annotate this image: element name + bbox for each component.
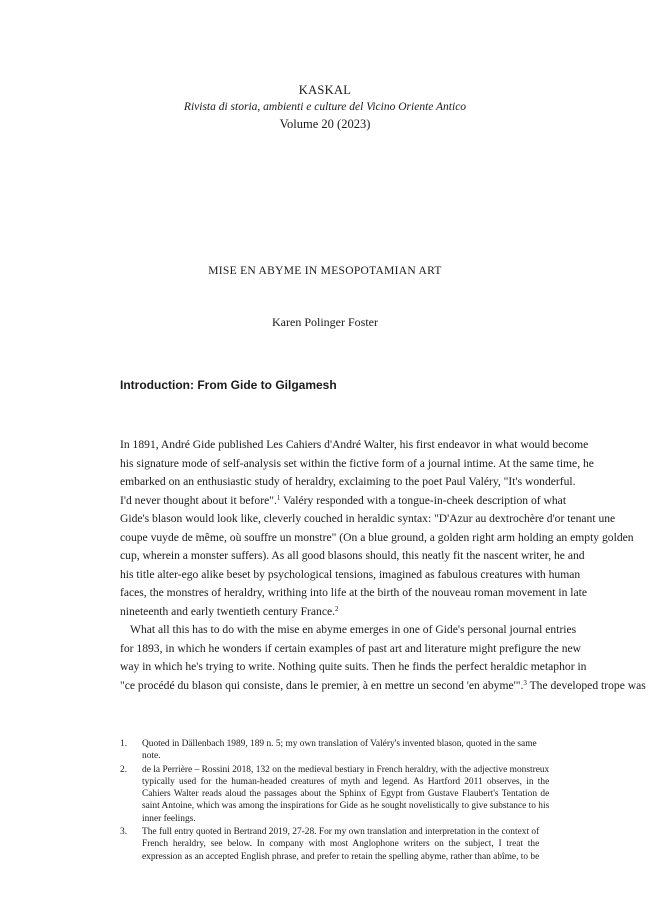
footnote-line: The full entry quoted in Bertrand 2019, 27-28. For my own translation and interpretation in the context of xyxy=(142,827,540,838)
text-span: nineteenth and early twentieth century France. xyxy=(120,604,336,618)
text-span: "ce procédé du blason qui consiste, dans le premier, à en mettre un second 'en abyme'". xyxy=(120,678,524,692)
footnote xyxy=(120,764,550,825)
text-line: way in which he's trying to write. Nothing quite suits. Then he finds the perfect heraldic metaphor in xyxy=(120,660,587,673)
text-line xyxy=(120,492,567,511)
text-span: The developed trope was xyxy=(526,678,646,692)
footnotes xyxy=(120,738,550,864)
paragraph-1 xyxy=(120,436,634,621)
text-line: his title alter-ego alike beset by psychological tensions, imagined as fabulous creatures with human xyxy=(120,567,581,581)
text-line: embarked on an enthusiastic study of heraldry, exclaiming to the poet Paul Valéry, "It's wonderful. xyxy=(120,475,576,488)
text-line: Gide's blason would look like, cleverly couched in heraldic syntax: "D'Azur au dextrochère d'or tenant une xyxy=(120,512,616,525)
journal-volume: Volume 20 (2023) xyxy=(279,117,371,131)
footnote-line: de la Perrière – Rossini 2018, 132 on the medieval bestiary in French heraldry, with the adjective monstreux xyxy=(142,764,550,775)
footnote-line: Cahiers Walter reads aloud the passages about the Sphinx of Egypt from Gustave Flaubert's Tentation de xyxy=(142,789,550,800)
text-line: What all this has to do with the mise en abyme emerges in one of Gide's personal journal entries xyxy=(130,623,577,636)
text-line: cup, wherein a monster suffers). As all good blasons should, this neatly fit the nascent writer, he and xyxy=(120,549,585,562)
footnote-line: French heraldry, see below. In company with most Anglophone writers on the subject, I treat the xyxy=(142,839,540,850)
journal-name: KASKAL xyxy=(298,83,352,97)
text-line: coupe vuyde de même, où souffre un monstre" (On a blue ground, a golden right arm holding an empty golden xyxy=(120,530,634,544)
footnote-ref-1[interactable]: 1 xyxy=(276,493,281,502)
text-line xyxy=(120,677,646,696)
text-line: for 1893, in which he wonders if certain examples of past art and literature might prefigure the new xyxy=(120,641,582,655)
journal-subtitle: Rivista di storia, ambienti e culture del Vicino Oriente Antico xyxy=(183,101,467,113)
text-line: faces, the monstres of heraldry, writhing into life at the birth of the nouveau roman movement in late xyxy=(120,586,588,599)
text-line xyxy=(120,603,530,622)
footnote xyxy=(120,738,537,763)
footnote-number: 3. xyxy=(120,827,128,838)
journal-header xyxy=(0,82,650,133)
footnote-line: expression as an accepted English phrase, and prefer to retain the spelling abyme, rather than abîme, to be xyxy=(142,851,540,862)
footnote-ref-2[interactable]: 2 xyxy=(335,604,339,613)
footnote-line: saint Antoine, which was among the inspirations for Gide as he sought novelistically to give substance to his xyxy=(142,801,550,812)
footnote-line: note. xyxy=(142,751,161,762)
text-line: his signature mode of self-analysis set within the fictive form of a journal intime. At the same time, he xyxy=(120,456,594,470)
body-text xyxy=(120,436,646,695)
footnote-line: inner feelings. xyxy=(142,813,196,824)
footnote-number: 2. xyxy=(120,764,128,775)
footnote-number: 1. xyxy=(120,739,128,749)
text-span: I'd never thought about it before". xyxy=(120,493,277,507)
footnote xyxy=(120,826,540,863)
paragraph-2 xyxy=(120,621,646,695)
text-span: Valéry responded with a tongue-in-cheek description of what xyxy=(280,493,567,507)
footnote-ref-3[interactable]: 3 xyxy=(523,678,527,687)
footnote-line: typically used for the human-headed creatures of myth and legend. As Hartford 2011 observes, in the xyxy=(142,776,550,787)
article-author: Karen Polinger Foster xyxy=(272,315,378,329)
section-heading: Introduction: From Gide to Gilgamesh xyxy=(120,378,337,392)
article-title: MISE EN ABYME IN MESOPOTAMIAN ART xyxy=(208,265,442,277)
text-line: In 1891, André Gide published Les Cahiers d'André Walter, his first endeavor in what would become xyxy=(120,438,589,451)
footnote-line: Quoted in Dällenbach 1989, 189 n. 5; my own translation of Valéry's invented blason, quoted in the same xyxy=(142,739,537,749)
